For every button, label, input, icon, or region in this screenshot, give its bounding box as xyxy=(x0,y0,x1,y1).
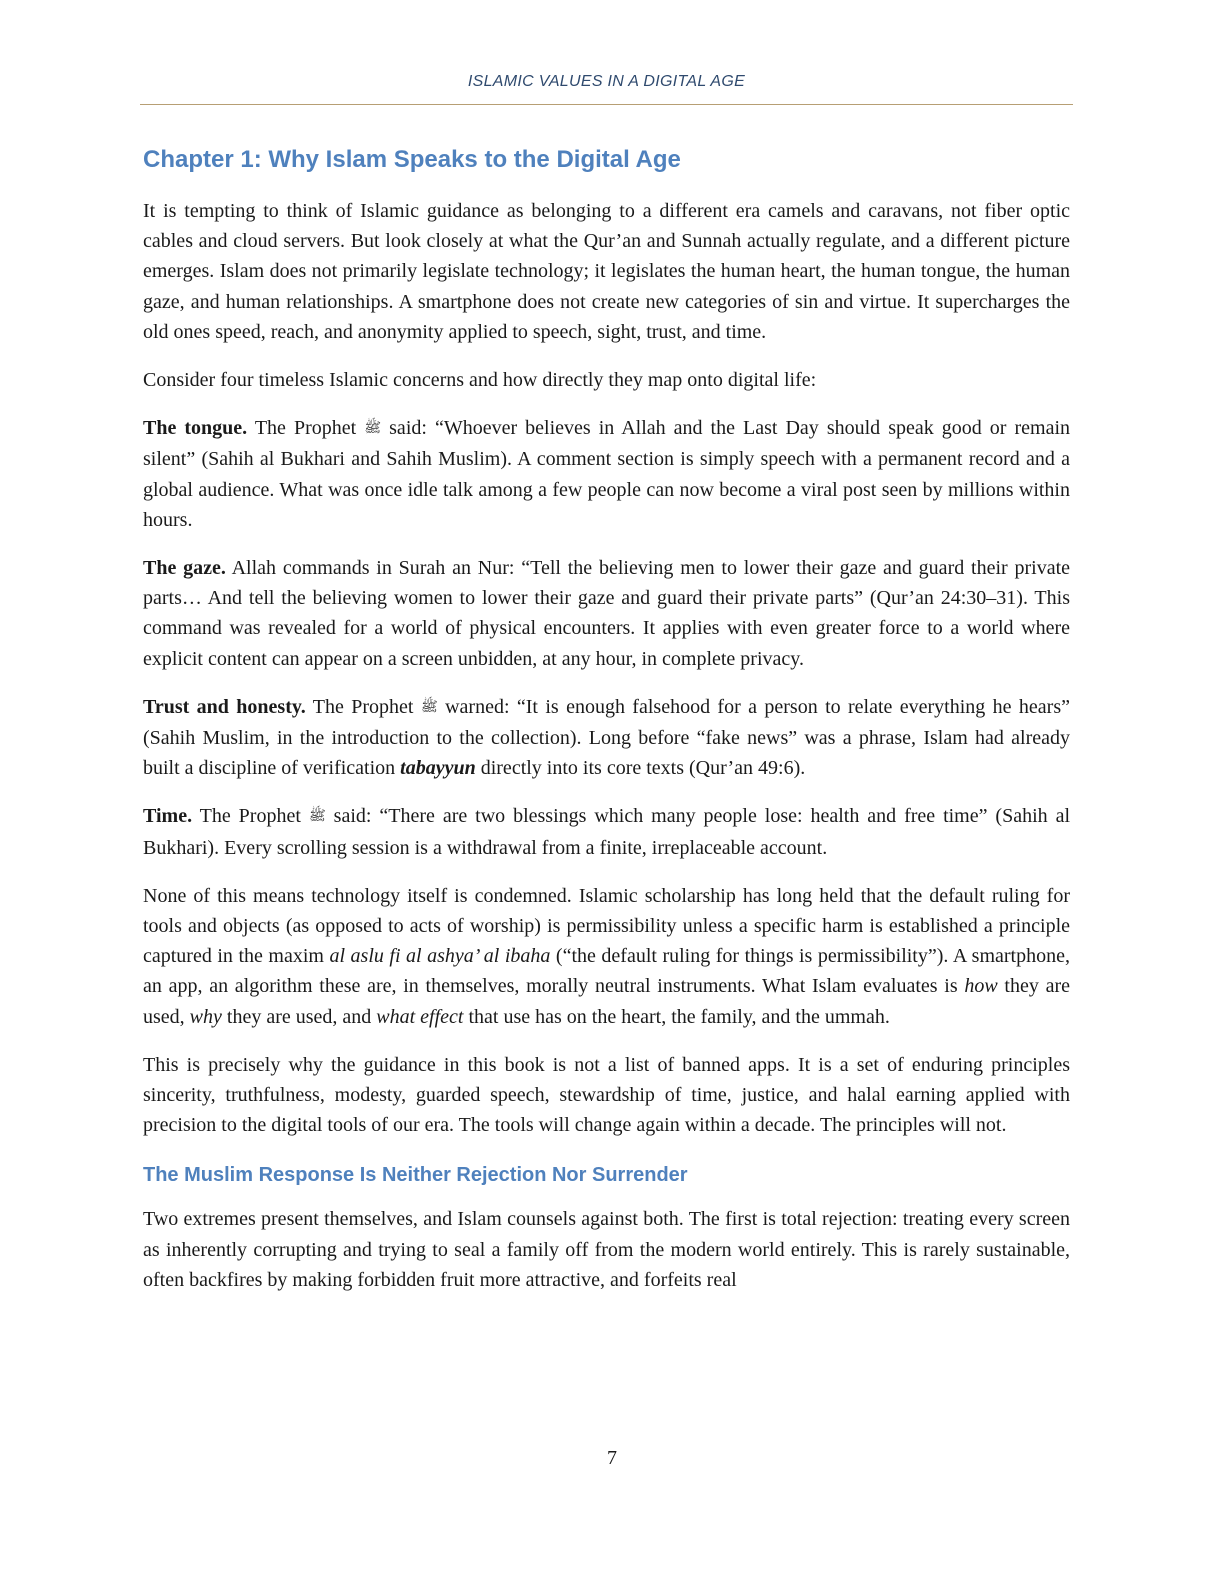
pbuh-glyph: ﷺ xyxy=(420,699,438,715)
tongue-paragraph xyxy=(143,413,1070,535)
concerns-intro-paragraph: Consider four timeless Islamic concerns and how directly they map onto digital life: xyxy=(143,369,817,392)
tongue-lead: The tongue. xyxy=(143,417,248,440)
trust-lead: Trust and honesty. xyxy=(143,695,306,718)
principles-paragraph: This is precisely why the guidance in this book is not a list of banned apps. It is a set of enduring principles sincerity, truthfulness, modesty, guarded speech, stewardship of time, justice, and halal earning applied with precision to the digital tools of our era. The tools will change again within a decade. The principles will not. xyxy=(143,1053,1070,1137)
permissibility-text-a: None of this means technology itself is condemned. Islamic scholarship has long held that the default ruling for tools and objects (as opposed to acts of worship) is permissibility unless a specific harm is established a principle captured in the maxim xyxy=(143,884,1070,968)
time-text-a: The Prophet xyxy=(192,805,309,828)
permissibility-paragraph xyxy=(143,881,1070,1032)
how-term: how xyxy=(964,975,998,998)
time-lead: Time. xyxy=(143,805,193,828)
running-header xyxy=(140,70,1073,105)
section-paragraph: Two extremes present themselves, and Islam counsels against both. The first is total rejection: treating every screen as inherently corrupting and trying to seal a family off from the modern world entirely. This is rarely sustainable, often backfires by making forbidden fruit more attractive, and forfeits real xyxy=(143,1208,1070,1291)
permissibility-text-c: they are used, xyxy=(143,975,1070,1028)
permissibility-text-e: that use has on the heart, the family, and the ummah. xyxy=(463,1005,890,1028)
gaze-lead: The gaze. xyxy=(143,557,226,580)
pbuh-glyph: ﷺ xyxy=(364,421,382,437)
why-term: why xyxy=(189,1005,222,1028)
permissibility-text-d: they are used, and xyxy=(221,1005,377,1028)
maxim-term: al aslu fi al ashya’ al ibaha xyxy=(329,945,551,968)
tongue-text-b: said: “Whoever believes in Allah and the Last Day should speak good or remain silent” (Sahih al Bukhari and Sahih Muslim). A comment section is simply speech with a permanent record and a global audience. What was once idle talk among a few people can now become a viral post seen by millions within hours. xyxy=(143,417,1071,531)
trust-paragraph xyxy=(143,692,1070,784)
gaze-text: Allah commands in Surah an Nur: “Tell the believing men to lower their gaze and guard their private parts… And tell the believing women to lower their gaze and guard their private parts” (Qur’an 24:30–31). This command was revealed for a world of physical encounters. It applies with even greater force to a world where explicit content can appear on a screen unbidden, at any hour, in complete privacy. xyxy=(143,557,1071,670)
permissibility-text-b: (“the default ruling for things is permissibility”). A smartphone, an app, an algorithm these are, in themselves, morally neutral instruments. What Islam evaluates is xyxy=(143,945,1070,998)
intro-paragraph: It is tempting to think of Islamic guidance as belonging to a different era camels and caravans, not fiber optic cables and cloud servers. But look closely at what the Qur’an and Sunnah actually regulate, and a different picture emerges. Islam does not primarily legislate technology; it legislates the human heart, the human tongue, the human gaze, and human relationships. A smartphone does not create new categories of sin and virtue. It supercharges the old ones speed, reach, and anonymity applied to speech, sight, trust, and time. xyxy=(143,200,1070,343)
running-header-title: ISLAMIC VALUES IN A DIGITAL AGE xyxy=(467,73,746,90)
page-body xyxy=(143,140,1070,1313)
pbuh-glyph: ﷺ xyxy=(308,809,326,825)
page-number: 7 xyxy=(607,1447,617,1469)
tabayyun-term: tabayyun xyxy=(400,757,476,780)
gaze-paragraph xyxy=(143,553,1070,674)
what-effect-term: what effect xyxy=(376,1005,464,1028)
time-paragraph xyxy=(143,801,1070,862)
trust-text-b: warned: “It is enough falsehood for a person to relate everything he hears” (Sahih Muslim, in the introduction to the collection). Long before “fake news” was a phrase, Islam had already built a discipline of verification xyxy=(143,695,1070,780)
time-text-b: said: “There are two blessings which many people lose: health and free time” (Sahih al Bukhari). Every scrolling session is a withdrawal from a finite, irreplaceable account. xyxy=(143,805,1071,859)
trust-text-c: directly into its core texts (Qur’an 49:6). xyxy=(475,757,806,780)
chapter-title: Chapter 1: Why Islam Speaks to the Digital Age xyxy=(143,146,681,173)
trust-text-a: The Prophet xyxy=(305,695,421,718)
section-title: The Muslim Response Is Neither Rejection Nor Surrender xyxy=(143,1164,688,1187)
tongue-text-a: The Prophet xyxy=(247,417,365,440)
